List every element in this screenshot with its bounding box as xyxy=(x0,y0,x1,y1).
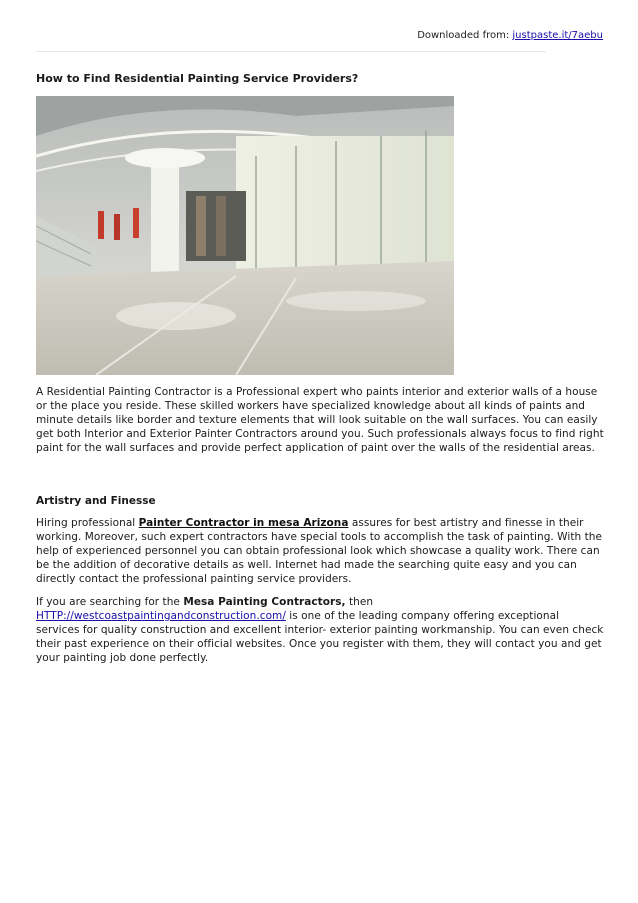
download-source-link[interactable]: justpaste.it/7aebu xyxy=(512,30,603,41)
intro-paragraph: A Residential Painting Contractor is a Professional expert who paints interior and exterior walls of a house or the place you reside. These skilled workers have specialized knowledge about all kinds of paints and minute details like border and texture elements that will look suitable on the wall surfaces. You can easily get both Interior and Exterior Painter Contractors around you. Such professionals always focus to find right paint for the wall surfaces and provide perfect application of paint over the walls of the residential areas. xyxy=(36,386,604,454)
p3-text-before: If you are searching for the xyxy=(36,596,184,608)
painter-contractor-link[interactable]: Painter Contractor in mesa Arizona xyxy=(138,517,349,529)
westcoast-website-link[interactable]: HTTP://westcoastpaintingandconstruction.com/ xyxy=(36,610,286,622)
artistry-paragraph xyxy=(36,516,604,586)
p3-text-after: is one of the leading company offering exceptional services for quality construction and excellent interior- exterior painting workmanship. You can even check their past experience on their official websites. Once you register with them, they will contact you and get your painting job done perfectly. xyxy=(36,610,604,664)
p2-text-before: Hiring professional xyxy=(36,517,139,529)
header-divider xyxy=(36,51,546,52)
mesa-painting-bold: Mesa Painting Contractors, xyxy=(183,596,346,608)
p3-text-mid: then xyxy=(345,596,374,608)
shopping-mall-interior-photo xyxy=(36,96,454,375)
download-source xyxy=(417,30,603,41)
article xyxy=(36,72,604,665)
contractor-paragraph xyxy=(36,595,604,665)
download-prefix: Downloaded from: xyxy=(417,30,510,41)
section-heading: Artistry and Finesse xyxy=(36,495,156,507)
mall-photo-illustration xyxy=(36,96,454,375)
article-title: How to Find Residential Painting Service Providers? xyxy=(36,72,359,85)
p2-text-after: assures for best artistry and finesse in their working. Moreover, such expert contractors have special tools to accomplish the task of painting. With the help of experienced personnel you can obtain professional look which showcase a quality work. There can be the addition of decorative details as well. Internet had made the searching quite easy and you can directly contact the professional painting service providers. xyxy=(36,517,602,585)
